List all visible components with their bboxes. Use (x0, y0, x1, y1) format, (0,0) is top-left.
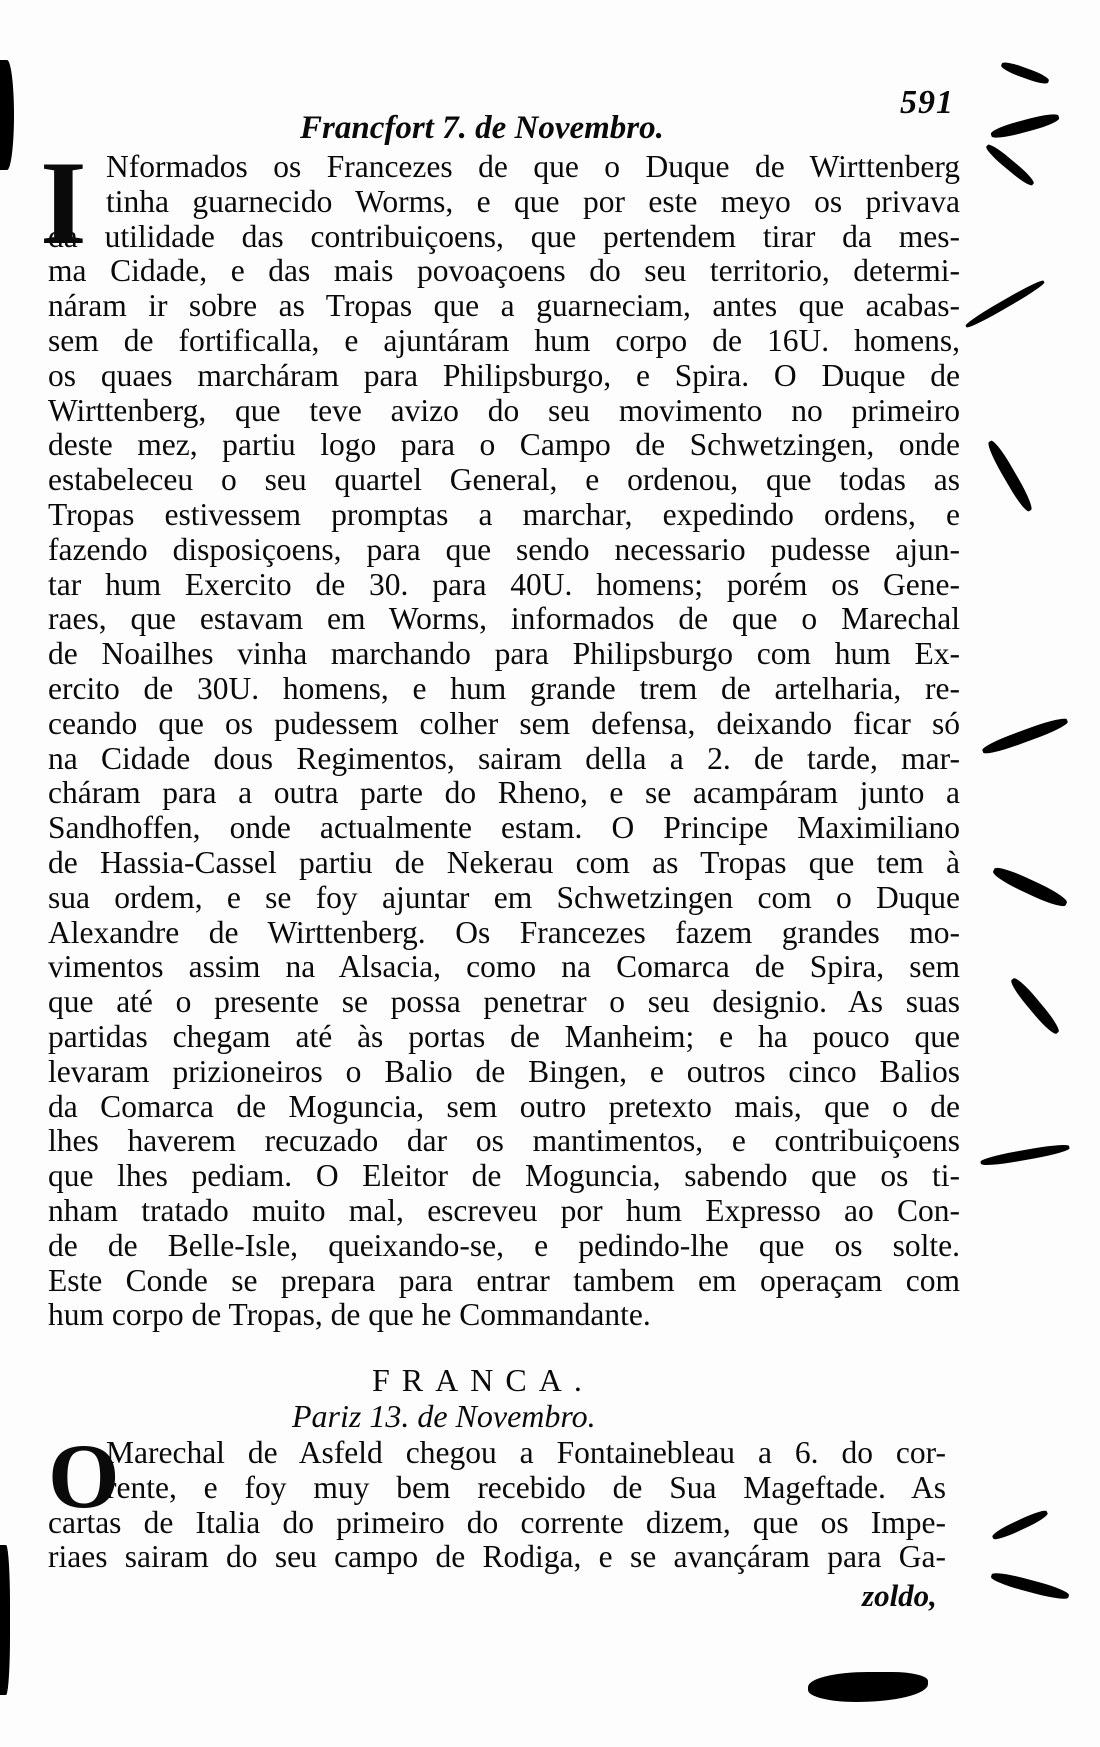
text-line: rente, e foy muy bem recebido de Sua Mageftade. As (106, 1469, 946, 1505)
text-line: ercito de 30U. homens, e hum grande trem de artelharia, re- (48, 670, 960, 706)
page-number: 591 (900, 84, 954, 121)
text-line: da utilidade das contribuiçoens, que pertendem tirar da mes- (48, 218, 960, 254)
text-line: levaram prizioneiros o Balio de Bingen, e outros cinco Balios (48, 1053, 960, 1089)
text-line: estabeleceu o seu quartel General, e ordenou, que todas as (48, 462, 960, 498)
text-line: Este Conde se prepara para entrar tambem em operaçam com (48, 1262, 960, 1298)
ink-mark (964, 278, 1046, 330)
catchword: zoldo, (862, 1578, 937, 1613)
text-line: náram ir sobre as Tropas que a guarneciam, antes que acabas- (48, 288, 960, 324)
text-line: tar hum Exercito de 30. para 40U. homens; porém os Gene- (48, 566, 960, 602)
text-line: deste mez, partiu logo para o Campo de Schwetzingen, onde (48, 427, 960, 463)
scan-edge-mark (0, 60, 14, 170)
text-line: de Noailhes vinha marchando para Philipsburgo com hum Ex- (48, 636, 960, 672)
margin-ink-marks (960, 0, 1100, 1747)
ink-mark (985, 438, 1035, 513)
text-line: lhes haverem recuzado dar os mantimentos, e contribuiçoens (48, 1123, 960, 1159)
ink-mark (1008, 975, 1062, 1036)
scan-edge-mark (0, 1545, 10, 1695)
article-body (48, 1425, 946, 1575)
text-line: fazendo disposiçoens, para que sendo necessario pudesse ajun- (48, 531, 960, 567)
ink-mark (991, 1508, 1050, 1542)
ink-mark (981, 715, 1070, 757)
text-line: cháram para a outra parte do Rheno, e se acampáram junto a (48, 775, 960, 811)
text-line: Sandhoffen, onde actualmente estam. O Principe Maximiliano (48, 810, 960, 846)
text-line: Marechal de Asfeld chegou a Fontainebleau a 6. do cor- (106, 1435, 946, 1470)
text-line: de Hassia-Cassel partiu de Nekerau com as Tropas que tem à (48, 844, 960, 880)
article-body (48, 150, 960, 1333)
text-line: Nformados os Francezes de que o Duque de Wirttenberg (106, 149, 960, 184)
text-line: Tropas estivessem promptas a marchar, expedindo ordens, e (48, 496, 960, 532)
ink-mark (980, 1142, 1070, 1167)
text-line: Wirttenberg, que teve avizo do seu movimento no primeiro (48, 392, 960, 428)
text-line: raes, que estavam em Worms, informados de que o Marechal (48, 601, 960, 637)
text-line: tinha guarnecido Worms, e que por este meyo os privava (106, 183, 960, 219)
text-line: que até o presente se possa penetrar o seu designio. As suas (48, 984, 960, 1020)
text-line: da Comarca de Moguncia, sem outro pretexto mais, que o de (48, 1088, 960, 1124)
section-heading: FRANCA. (372, 1362, 594, 1398)
ink-blot (808, 1672, 928, 1702)
text-line: que lhes pediam. O Eleitor de Moguncia, sabendo que os ti- (48, 1158, 960, 1194)
ink-mark (1000, 60, 1050, 86)
text-line: ma Cidade, e das mais povoaçoens do seu territorio, determi- (48, 253, 960, 289)
text-line: sem de fortificalla, e ajuntáram hum corpo de 16U. homens, (48, 322, 960, 358)
text-line: nham tratado muito mal, escreveu por hum Expresso ao Con- (48, 1192, 960, 1228)
drop-cap: O (48, 1425, 120, 1527)
text-line: Alexandre de Wirttenberg. Os Francezes fazem grandes mo- (48, 914, 960, 950)
text-line: de de Belle-Isle, queixando-se, e pedindo-lhe que os solte. (48, 1227, 960, 1263)
text-line: vimentos assim na Alsacia, como na Comarca de Spira, sem (48, 949, 960, 985)
text-line: sua ordem, e se foy ajuntar em Schwetzingen com o Duque (48, 879, 960, 915)
dateline: Francfort 7. de Novembro. (300, 110, 664, 146)
text-line: hum corpo de Tropas, de que he Commandante. (48, 1297, 651, 1333)
text-line: os quaes marcháram para Philipsburgo, e Spira. O Duque de (48, 357, 960, 393)
ink-mark (990, 111, 1061, 141)
text-line: partidas chegam até às portas de Manheim; e ha pouco que (48, 1018, 960, 1054)
ink-mark (991, 864, 1069, 910)
ink-mark (990, 1570, 1070, 1602)
text-line: na Cidade dous Regimentos, sairam della a 2. de tarde, mar- (48, 740, 960, 776)
drop-cap: I (40, 136, 87, 269)
text-line: riaes sairam do seu campo de Rodiga, e se avançáram para Ga- (48, 1539, 946, 1575)
text-line: cartas de Italia do primeiro do corrente dizem, que os Impe- (48, 1504, 946, 1540)
ink-mark (984, 142, 1036, 188)
text-line: ceando que os pudessem colher sem defensa, deixando ficar só (48, 705, 960, 741)
dateline: Pariz 13. de Novembro. (292, 1398, 596, 1434)
